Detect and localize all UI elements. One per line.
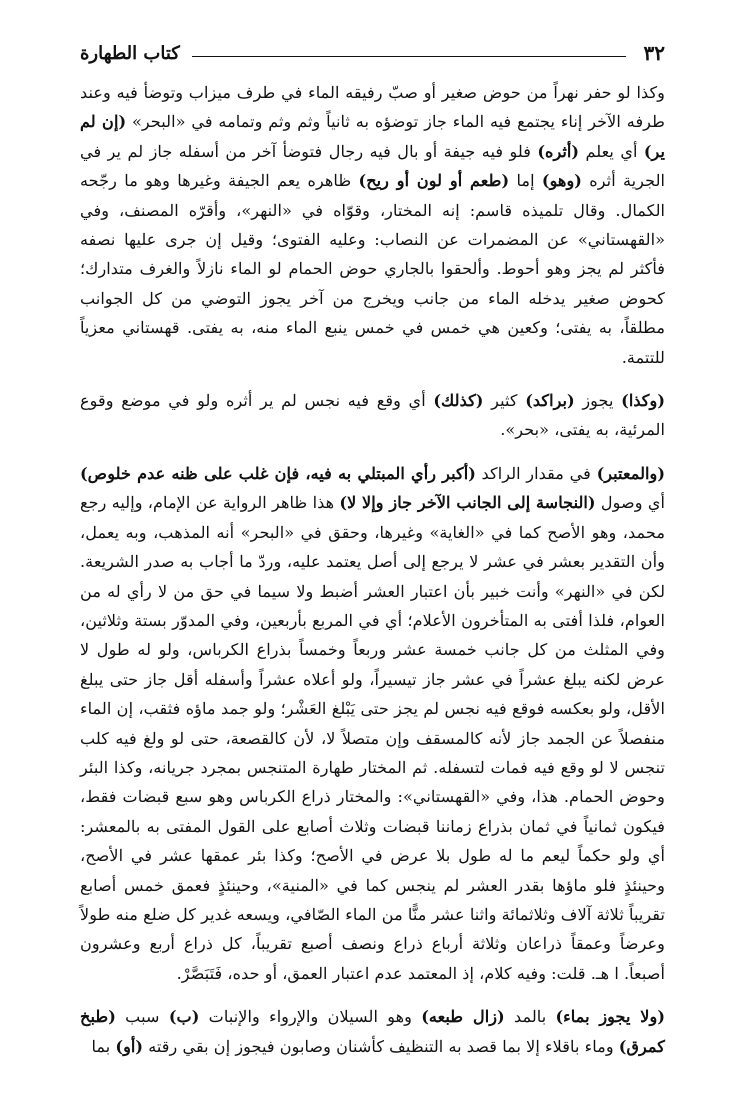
matn-text: (طبخ كمرق) [80,1007,665,1056]
sharh-text: بالمد [504,1007,556,1027]
sharh-text: وهو السيلان والإرواء والإنبات [199,1007,422,1027]
sharh-text: في مقدار الراكد [475,463,597,483]
sharh-text: وماء باقلاء إلا بما قصد به التنظيف كأشنان وصابون فيجوز إن بقي رقته [143,1036,619,1056]
matn-text: (وهو) [541,171,582,191]
paragraph-1 [80,78,665,372]
sharh-text: كثير [483,391,526,411]
matn-text: (النجاسة إلى الجانب الآخر جاز وإلا لا) [339,493,596,513]
page-header [80,38,665,68]
matn-text: (أو) [115,1036,144,1056]
sharh-text: هذا ظاهر الرواية عن الإمام، وإليه رجع محمد، وهو الأصح كما في «الغاية» وغيرها، وحقق في «البحر» أنه المذهب، وبه يعمل، وأن التقدير بعشر في عشر لا يرجع إلى أصل يعتمد عليه، وردّ ما أجاب به صدر الشريعة. لكن في «النهر» وأنت خبير بأن اعتبار العشر أضبط ولا سيما في حق من لا رأي له من العوام، فلذا أفتى به المتأخرون الأعلام؛ أي في المربع بأربعين، وفي المدوّر بستة وثلاثين، وفي المثلث من كل جانب خمسة عشر وربعاً وخمساً بذراع الكرباس، ولو له طول لا عرض لكنه يبلغ عشراً في عشر جاز تيسيراً، ولو أعلاه عشراً وأسفله أقل جاز حتى يبلغ الأقل، ولو بعكسه فوقع فيه نجس لم يجز حتى يَبْلغ العَشْر؛ ولو جمد ماؤه فثقب، إن الماء منفصلاً عن الجمد جاز لأنه كالمسقف وإن متصلاً لا، لأن كالقصعة، حتى لو ولغ فيه كلب تنجس لا لو وقع فيه فمات لتسفله. ثم المختار طهارة المتنجس بمجرد جريانه، وكذا البئر وحوض الحمام. هذا، وفي «القهستاني»: والمختار ذراع الكرباس وهو سبع قبضات فقط، فيكون ثمانياً في ثمان بذراع زماننا قبضات وثلاث أصابع على القول المفتى به بالمعشر: أي ولو حكماً ليعم ما له طول بلا عرض في الأصح؛ وكذا بئر عمقها عشر في الأصح، وحينئذٍ فلو ماؤها بقدر العشر لم ينجس كما في «المنية»، وحينئذٍ فعمق خمس أصابع تقريباً ثلاثة آلاف وثلاثمائة واثنا عشر منًّا من الماء الصّافي، ويسعه غدير كل ضلع منه طولاً وعرضاً وعمقاً ذراعان وثلاثة أرباع ذراع ونصف أصبع تقريباً، كل ذراع أربع وعشرون أصبعاً. ا هـ. قلت: وفيه كلام، إذ المعتمد عدم اعتبار العمق، أو حده، فَتَبَصَّرْ. [80,493,665,983]
matn-text: (إن لم ير) [80,112,665,161]
sharh-text: يجوز [574,391,622,411]
sharh-text: أي يعلم [579,141,644,161]
matn-text: (ولا يجوز بماء) [555,1007,665,1027]
sharh-text: ظاهره يعم الجيفة وغيرها وهو ما رجّحه الكمال. وقال تلميذه قاسم: إنه المختار، وقوّاه في «النهر»، وأقرّه المصنف، وفي «القهستاني» عن المضمرات عن النصاب: وعليه الفتوى؛ وقيل إن جرى عليها نصفه فأكثر لم يجز وهو أحوط. وألحقوا بالجاري حوض الحمام لو الماء نازلاً والغرف متدارك؛ كحوض صغير يدخله الماء من جانب ويخرج من آخر يجوز التوضي من كل الجوانب مطلقاً، به يفتى؛ وكعين هي خمس في خمس ينبع الماء منه، به يفتى. قهستاني معزياً للتتمة. [80,171,665,367]
matn-text: (ب) [168,1007,200,1027]
matn-text: (والمعتبر) [596,463,666,483]
sharh-text: أي وقع فيه نجس لم ير أثره ولو في موضع وقوع المرئية، به يفتى، «بحر». [80,391,665,440]
matn-text: (كذلك) [433,391,484,411]
matn-text: (أكبر رأي المبتلي به فيه، فإن غلب على ظنه عدم خلوص) [80,463,476,483]
matn-text: (زال طبعه) [421,1007,505,1027]
sharh-text: بما [91,1036,116,1056]
header-rule [192,56,626,57]
page-number: ٣٢ [643,41,665,65]
sharh-text: سبب [115,1007,169,1027]
sharh-text: إما [509,171,542,191]
matn-text: (طعم أو لون أو ريح) [358,171,510,191]
matn-text: (وكذا) [621,391,665,411]
paragraph-4 [80,1002,665,1061]
matn-text: (براكد) [525,391,575,411]
page-body [80,78,665,1061]
paragraph-3 [80,459,665,988]
paragraph-2 [80,386,665,445]
running-title: كتاب الطهارة [80,42,180,64]
sharh-text: أي وصول [595,493,665,513]
sharh-text: وكذا لو حفر نهراً من حوض صغير أو صبّ رفيقه الماء في طرف ميزاب وتوضأ فيه وعند طرفه الآخر إناء يجتمع فيه الماء جاز توضؤه به ثانياً وثم وثم وتمامه في «البحر» [80,83,665,132]
matn-text: (أثره) [537,141,580,161]
sharh-text: فلو فيه جيفة أو بال فيه رجال فتوضأ آخر من أسفله جاز لم ير في الجرية أثره [80,141,665,191]
